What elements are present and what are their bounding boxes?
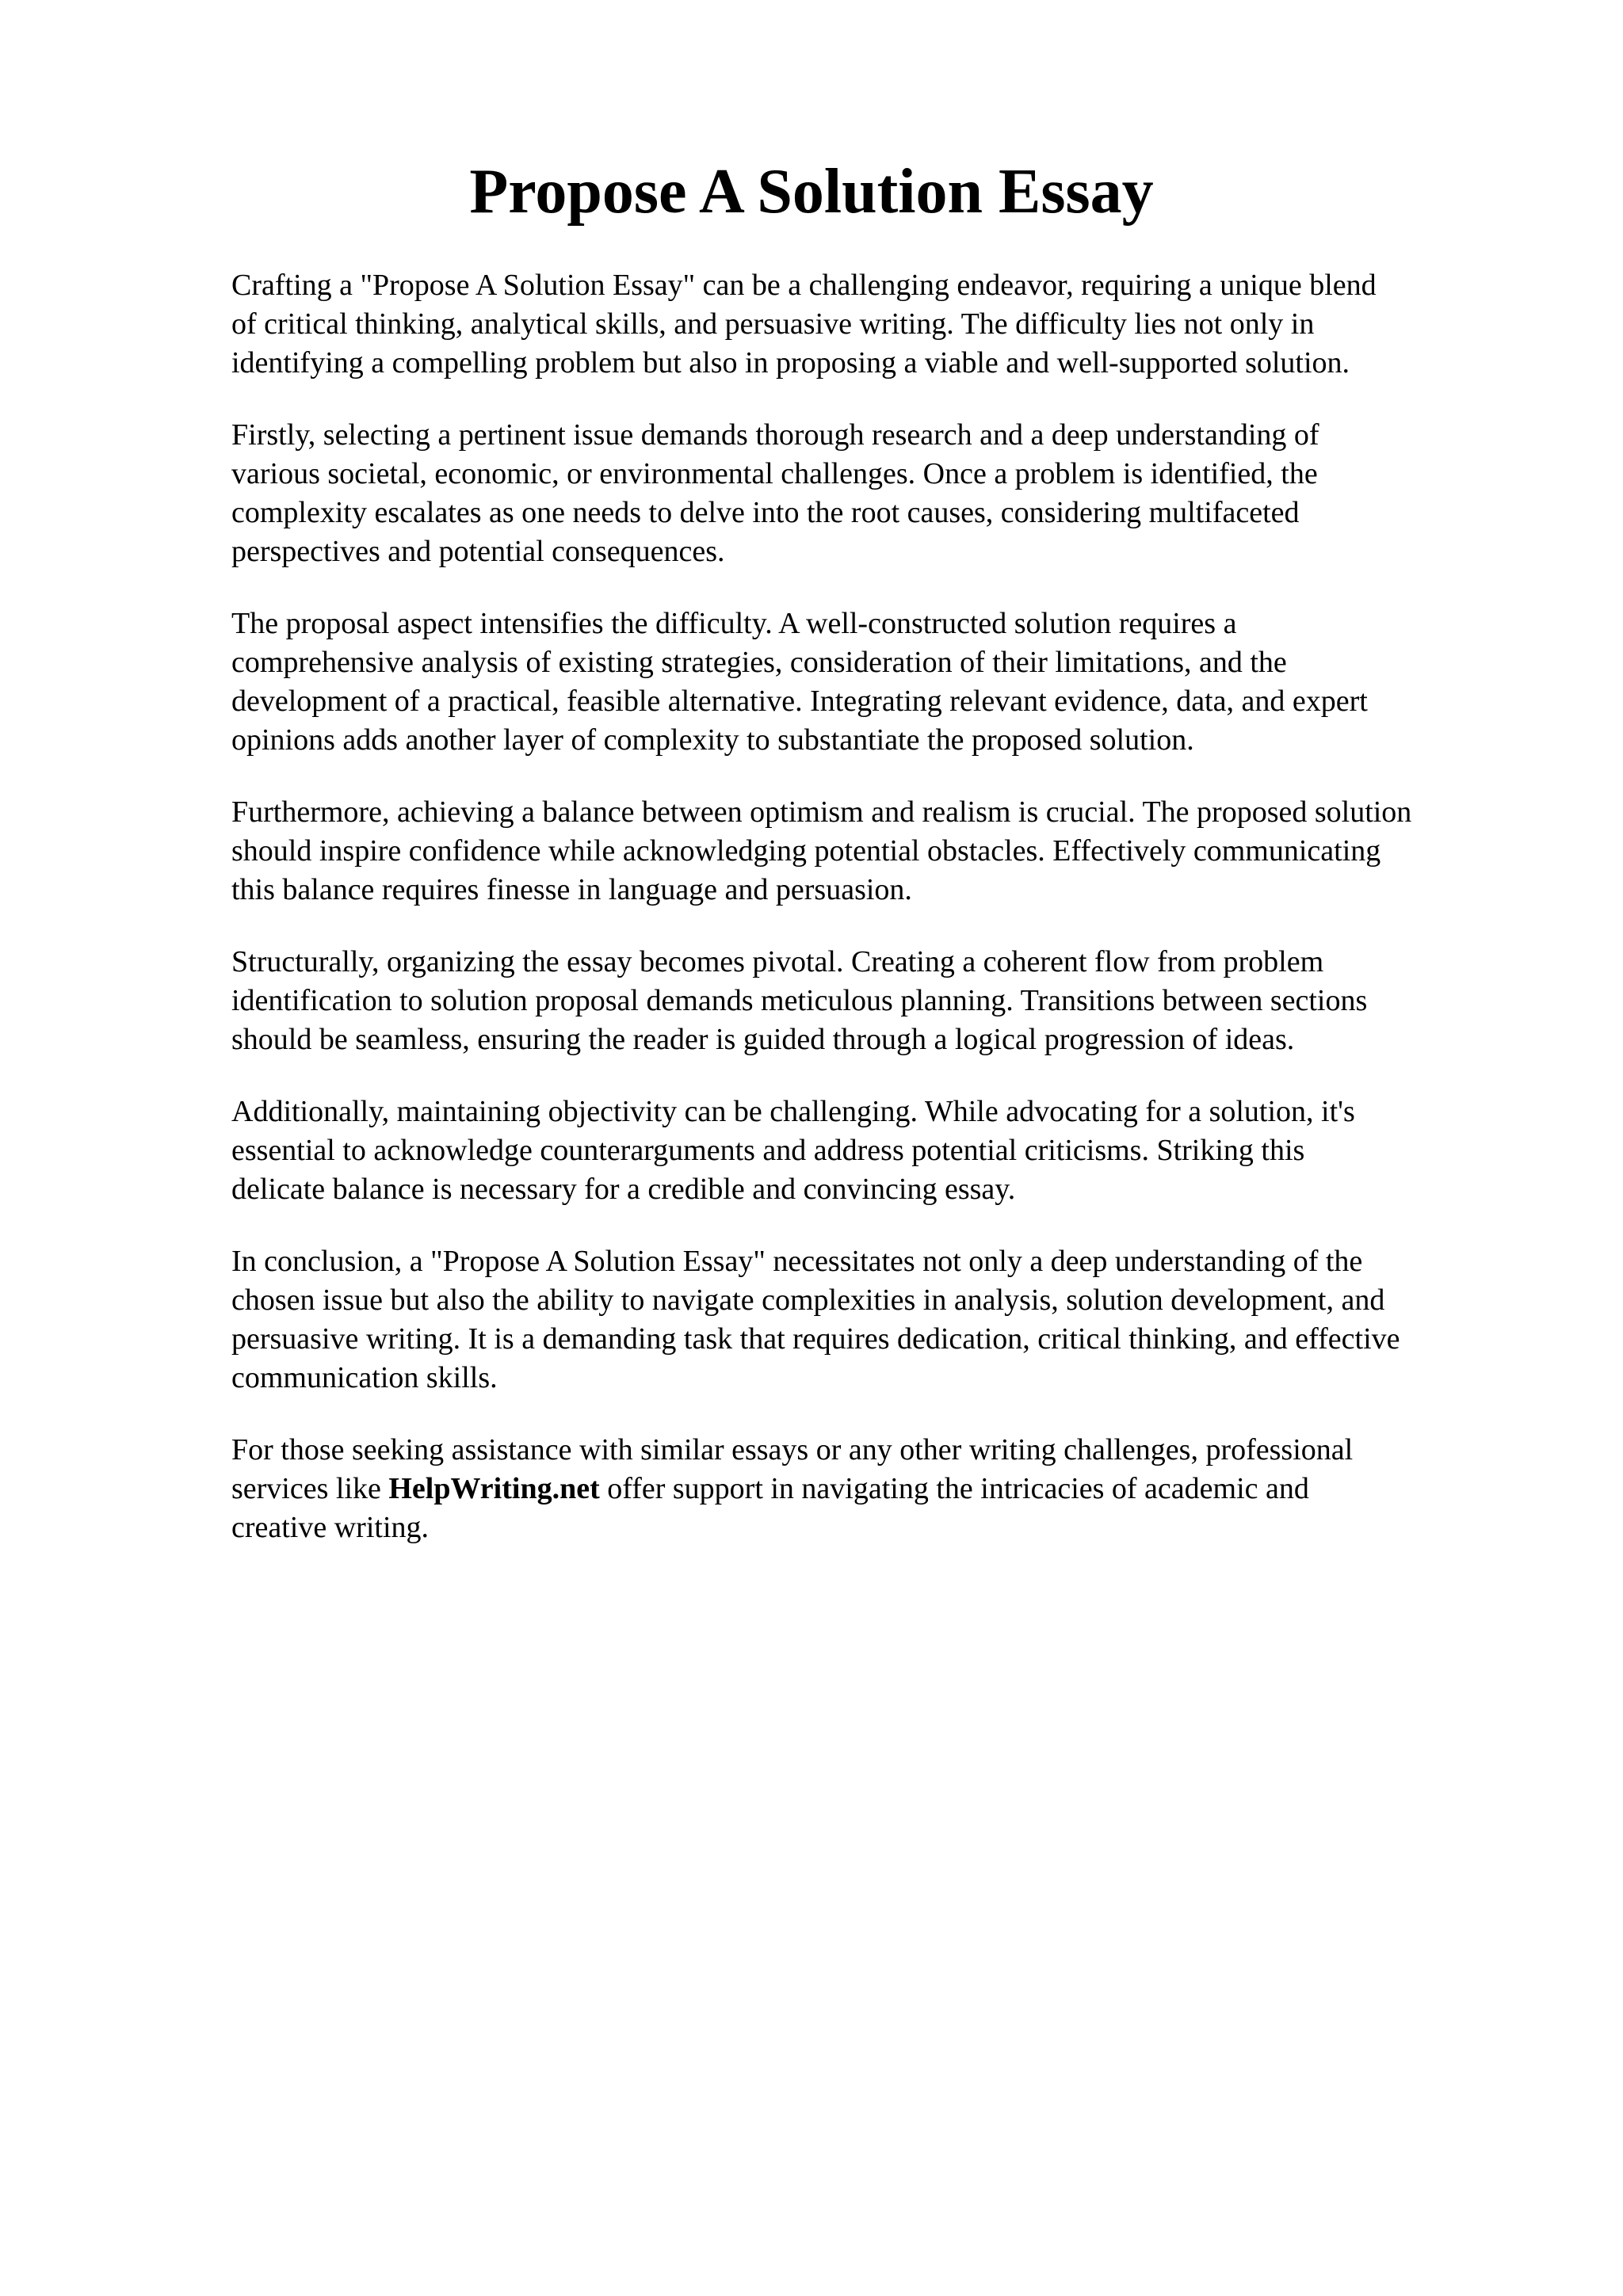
text-line: this balance requires finesse in language and persuasion. bbox=[231, 873, 912, 906]
text-line: of critical thinking, analytical skills, and persuasive writing. The difficulty lies not only in bbox=[231, 307, 1315, 341]
text-line: Structurally, organizing the essay becomes pivotal. Creating a coherent flow from problem bbox=[231, 945, 1324, 978]
text-line: identifying a compelling problem but also in proposing a viable and well-supported solution. bbox=[231, 346, 1350, 379]
text-line: Firstly, selecting a pertinent issue demands thorough research and a deep understanding of bbox=[231, 418, 1319, 452]
text-line: Crafting a "Propose A Solution Essay" can be a challenging endeavor, requiring a unique blend bbox=[231, 269, 1377, 302]
text-fragment: services like bbox=[231, 1472, 389, 1505]
text-line: delicate balance is necessary for a credible and convincing essay. bbox=[231, 1173, 1016, 1206]
paragraph-conclusion bbox=[231, 1242, 1539, 1398]
text-line: should inspire confidence while acknowledging potential obstacles. Effectively communicating bbox=[231, 834, 1381, 868]
document-body bbox=[231, 266, 1539, 1581]
paragraph-firstly bbox=[231, 416, 1539, 571]
paragraph-intro bbox=[231, 266, 1539, 383]
paragraph-structure bbox=[231, 943, 1539, 1059]
text-line: For those seeking assistance with similar essays or any other writing challenges, professional bbox=[231, 1433, 1354, 1466]
text-line-with-link bbox=[231, 1470, 1539, 1508]
text-line: communication skills. bbox=[231, 1361, 498, 1394]
text-line: identification to solution proposal demands meticulous planning. Transitions between sections bbox=[231, 984, 1368, 1017]
text-line: comprehensive analysis of existing strategies, consideration of their limitations, and the bbox=[231, 646, 1287, 679]
document-title: Propose A Solution Essay bbox=[469, 157, 1154, 227]
text-line: various societal, economic, or environmental challenges. Once a problem is identified, the bbox=[231, 457, 1318, 490]
text-line: essential to acknowledge counterarguments and address potential criticisms. Striking this bbox=[231, 1134, 1305, 1167]
text-line: complexity escalates as one needs to delve into the root causes, considering multifaceted bbox=[231, 496, 1300, 529]
text-line: In conclusion, a "Propose A Solution Essay" necessitates not only a deep understanding of the bbox=[231, 1245, 1363, 1278]
text-line: perspectives and potential consequences. bbox=[231, 535, 725, 568]
paragraph-objectivity bbox=[231, 1093, 1539, 1209]
text-line: persuasive writing. It is a demanding task that requires dedication, critical thinking, and effective bbox=[231, 1322, 1400, 1356]
text-line: Furthermore, achieving a balance between optimism and realism is crucial. The proposed solution bbox=[231, 795, 1412, 829]
text-line: should be seamless, ensuring the reader is guided through a logical progression of ideas. bbox=[231, 1023, 1295, 1056]
text-line: chosen issue but also the ability to navigate complexities in analysis, solution development, and bbox=[231, 1283, 1385, 1317]
paragraph-closing bbox=[231, 1431, 1539, 1547]
text-fragment: offer support in navigating the intricacies of academic and bbox=[599, 1472, 1309, 1505]
text-line: The proposal aspect intensifies the difficulty. A well-constructed solution requires a bbox=[231, 607, 1237, 640]
paragraph-proposal bbox=[231, 605, 1539, 760]
paragraph-balance bbox=[231, 793, 1539, 910]
text-line: opinions adds another layer of complexity to substantiate the proposed solution. bbox=[231, 723, 1194, 757]
text-line: development of a practical, feasible alternative. Integrating relevant evidence, data, and expert bbox=[231, 685, 1368, 718]
text-line: creative writing. bbox=[231, 1511, 430, 1544]
helpwriting-link[interactable]: HelpWriting.net bbox=[388, 1472, 600, 1505]
text-line: Additionally, maintaining objectivity can be challenging. While advocating for a solution, it's bbox=[231, 1095, 1355, 1128]
